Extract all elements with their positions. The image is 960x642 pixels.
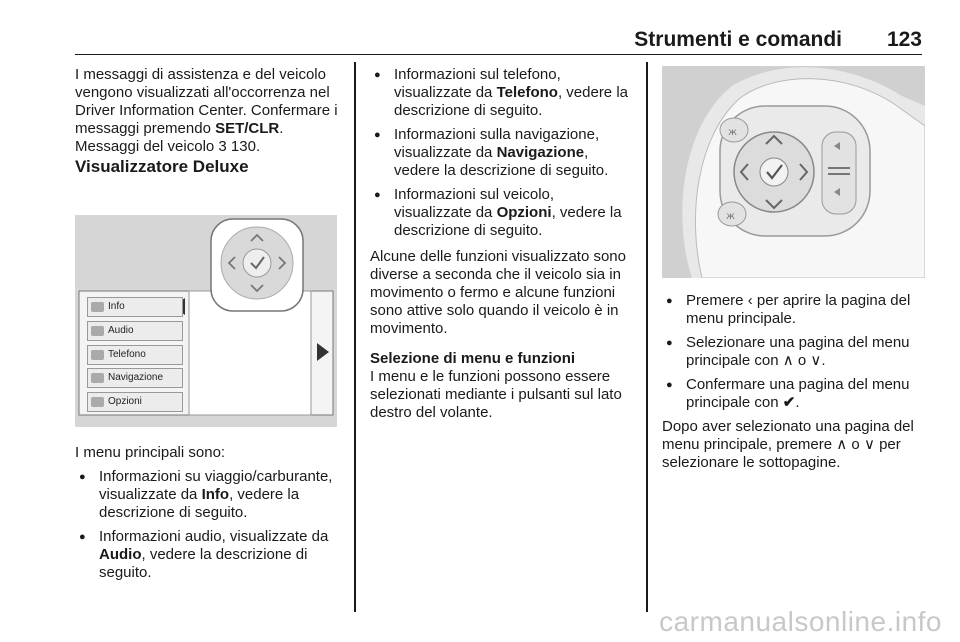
list-item (370, 186, 634, 240)
text-run: per aprire la pagina del menu principale. (686, 292, 911, 327)
text-run: ∨ (810, 352, 822, 369)
text-run: Informazioni sul veicolo, visualizzate da (394, 186, 555, 221)
list-item (75, 528, 345, 582)
text-run: . (821, 352, 826, 369)
text-run: Informazioni su viaggio/carburante, visualizzate da (99, 468, 333, 503)
column-1-lower (75, 444, 345, 582)
text-run: o (793, 352, 811, 369)
text-run: Informazioni audio, visualizzate da (99, 528, 329, 545)
page-header (75, 28, 922, 55)
list-item (662, 292, 930, 328)
column-divider-left (354, 62, 356, 612)
text-run: Dopo aver selezionato una pagina del menu principale, premere (662, 418, 914, 453)
selection-paragraph: I menu e le funzioni possono essere selezionati mediante i pulsanti sul lato destro del volante. (370, 368, 622, 421)
column-1 (75, 66, 345, 178)
page-number: 123 (886, 28, 922, 51)
bold-term: Audio (99, 546, 142, 563)
menu-item-audio: Audio (87, 321, 183, 341)
list-item (370, 126, 634, 180)
steering-wheel-illustration (662, 66, 925, 278)
text-run: , vedere la descrizione di seguito. (394, 204, 622, 239)
compass-icon (91, 373, 104, 383)
subpages-paragraph (662, 418, 930, 472)
text-run: ∧ (782, 352, 794, 369)
main-menu-list-1 (75, 468, 345, 582)
text-run: , vedere la descrizione di seguito. (394, 84, 628, 119)
menu-intro: I menu principali sono: (75, 444, 226, 461)
section-title: Strumenti e comandi (634, 28, 842, 51)
text-run: o (847, 436, 864, 453)
text-run: . Messaggi del veicolo (75, 120, 284, 155)
text-run: ‹ (747, 292, 753, 309)
info-icon (91, 302, 104, 312)
bold-term: SET/CLR (215, 120, 280, 137)
heading-visualizzatore-deluxe: Visualizzatore Deluxe (75, 157, 249, 176)
text-run: , vedere la descrizione di seguito. (394, 144, 609, 179)
text-run: Informazioni sul telefono, visualizzate da (394, 66, 561, 101)
functions-paragraph: Alcune delle funzioni visualizzato sono diverse a seconda che il veicolo sia in movimento o fermo e alcune funzioni sono attive solo quando il veicolo è in movimento. (370, 248, 626, 337)
wheel-instructions-list (662, 292, 930, 412)
text-run: I messaggi di assistenza e del veicolo vengono visualizzati all'occorrenza nel Driver Information Center. Confermare i messaggi premendo (75, 66, 338, 137)
menu-item-navigazione: Navigazione (87, 368, 183, 388)
menu-item-telefono: Telefono (87, 345, 183, 365)
list-item (370, 66, 634, 120)
bold-term: ✔ (782, 394, 796, 411)
wheel-button-glyph-upper: ж (728, 127, 738, 138)
bold-term: Opzioni (496, 204, 552, 221)
bold-term: Info (201, 486, 230, 503)
car-icon (91, 397, 104, 407)
menu-item-info: Info (87, 297, 183, 317)
text-run: per selezionare le sottopagine. (662, 436, 901, 471)
wheel-button-glyph-lower: ж (726, 211, 736, 222)
music-note-icon (91, 326, 104, 336)
column-3 (662, 290, 930, 472)
main-menu-list-2 (370, 66, 634, 240)
text-run: Informazioni sulla navigazione, visualizzate da (394, 126, 600, 161)
text-run: ∧ (836, 436, 848, 453)
subheading-selezione: Selezione di menu e funzioni (370, 350, 576, 367)
bold-term: Telefono (496, 84, 558, 101)
column-2 (370, 66, 634, 422)
text-run: , vedere la descrizione di seguito. (99, 546, 308, 581)
list-item (662, 376, 930, 412)
intro-paragraph (75, 66, 345, 156)
bold-term: Navigazione (496, 144, 585, 161)
watermark: carmanualsonline.info (659, 606, 942, 637)
text-run: , vedere la descrizione di seguito. (99, 486, 300, 521)
list-item (75, 468, 345, 522)
menu-item-opzioni: Opzioni (87, 392, 183, 412)
text-run: ∨ (863, 436, 875, 453)
steering-wheel-figure (662, 66, 925, 278)
phone-icon (91, 350, 104, 360)
list-item (662, 334, 930, 370)
column-divider-right (646, 62, 648, 612)
text-run: 3 130. (218, 138, 261, 155)
text-run: Confermare una pagina del menu principale con (686, 376, 910, 411)
deluxe-display-figure (75, 215, 337, 427)
text-run: . (795, 394, 800, 411)
text-run: Premere (686, 292, 748, 309)
text-run: Selezionare una pagina del menu principale con (686, 334, 910, 369)
